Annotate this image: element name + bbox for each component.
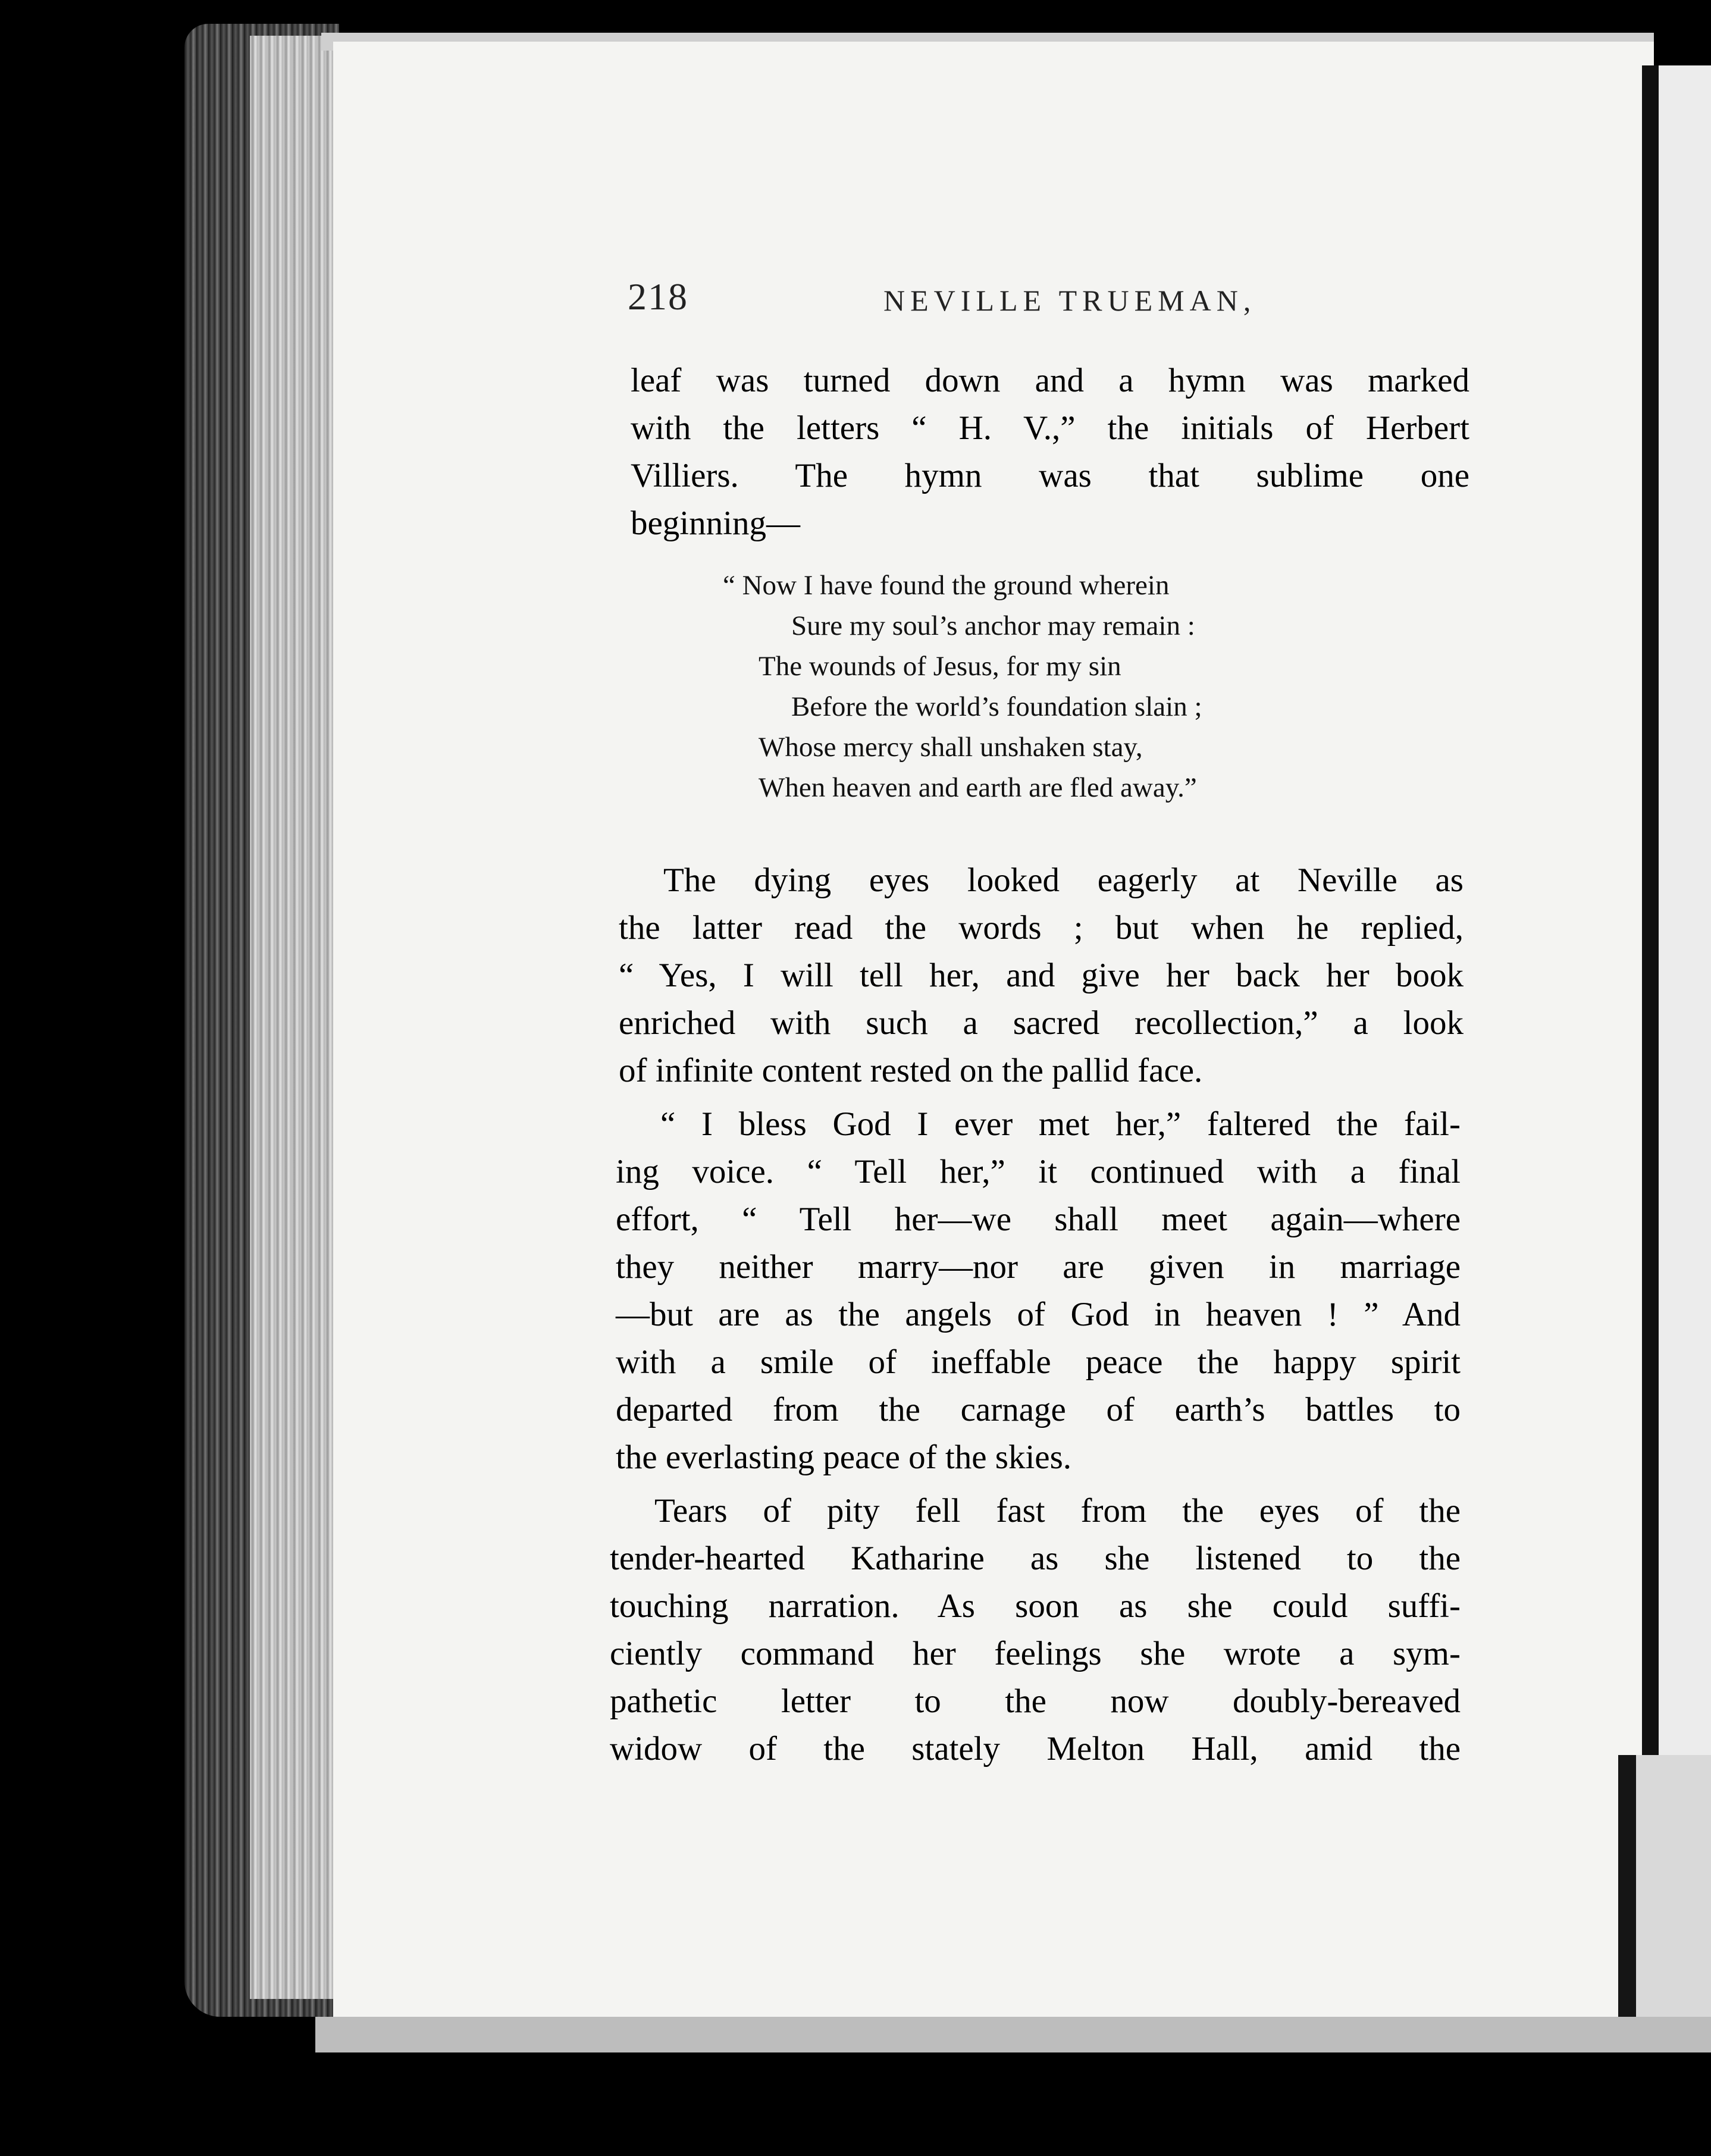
- paragraph-1: [631, 357, 1469, 547]
- text-line: ciently command her feelings she wrote a sym-: [610, 1635, 1461, 1672]
- text-line: pathetic letter to the now doubly-bereaved: [610, 1682, 1461, 1720]
- text-line: Villiers. The hymn was that sublime one: [631, 457, 1469, 494]
- text-line: ing voice. “ Tell her,” it continued with a final: [616, 1153, 1461, 1190]
- text-line: the latter read the words ; but when he replied,: [619, 909, 1464, 947]
- hymn-quote: [723, 565, 1342, 808]
- poem-line: Sure my soul’s anchor may remain :: [791, 610, 1195, 641]
- paragraph-4: [610, 1487, 1461, 1773]
- facing-page-edge: [1642, 65, 1711, 1820]
- paragraph-3: [616, 1101, 1461, 1481]
- text-line: widow of the stately Melton Hall, amid the: [610, 1730, 1461, 1768]
- text-line: —but are as the angels of God in heaven ! ” And: [616, 1296, 1461, 1333]
- poem-line: The wounds of Jesus, for my sin: [759, 651, 1121, 682]
- text-line: departed from the carnage of earth’s battles to: [616, 1391, 1461, 1428]
- running-head: [628, 275, 1466, 322]
- page-bottom-edge: [315, 2017, 1711, 2052]
- text-line: enriched with such a sacred recollection,” a look: [619, 1004, 1464, 1042]
- poem-line: Whose mercy shall unshaken stay,: [759, 732, 1143, 763]
- text-line: beginning—: [631, 504, 800, 542]
- facing-page-lower-edge: [1618, 1755, 1711, 2052]
- text-line: effort, “ Tell her—we shall meet again—where: [616, 1201, 1461, 1238]
- poem-line: When heaven and earth are fled away.”: [759, 772, 1197, 803]
- poem-line: “ Now I have found the ground wherein: [723, 570, 1170, 601]
- text-line: they neither marry—nor are given in marriage: [616, 1248, 1461, 1286]
- text-line: of infinite content rested on the pallid face.: [619, 1052, 1203, 1089]
- text-line: touching narration. As soon as she could suffi-: [610, 1587, 1461, 1625]
- text-line: with a smile of ineffable peace the happy spirit: [616, 1343, 1461, 1381]
- poem-line: Before the world’s foundation slain ;: [791, 691, 1202, 722]
- text-line: “ Yes, I will tell her, and give her back her book: [619, 957, 1464, 994]
- text-line: “ I bless God I ever met her,” faltered the fail-: [660, 1105, 1461, 1143]
- text-line: with the letters “ H. V.,” the initials of Herbert: [631, 409, 1469, 447]
- text-line: Tears of pity fell fast from the eyes of the: [654, 1492, 1461, 1530]
- page-number: 218: [628, 275, 688, 318]
- text-line: The dying eyes looked eagerly at Neville as: [663, 861, 1464, 899]
- text-line: the everlasting peace of the skies.: [616, 1439, 1072, 1476]
- paragraph-2: [619, 857, 1464, 1095]
- text-line: leaf was turned down and a hymn was marked: [631, 362, 1469, 399]
- running-title: NEVILLE TRUEMAN,: [883, 284, 1256, 317]
- text-line: tender-hearted Katharine as she listened to the: [610, 1540, 1461, 1577]
